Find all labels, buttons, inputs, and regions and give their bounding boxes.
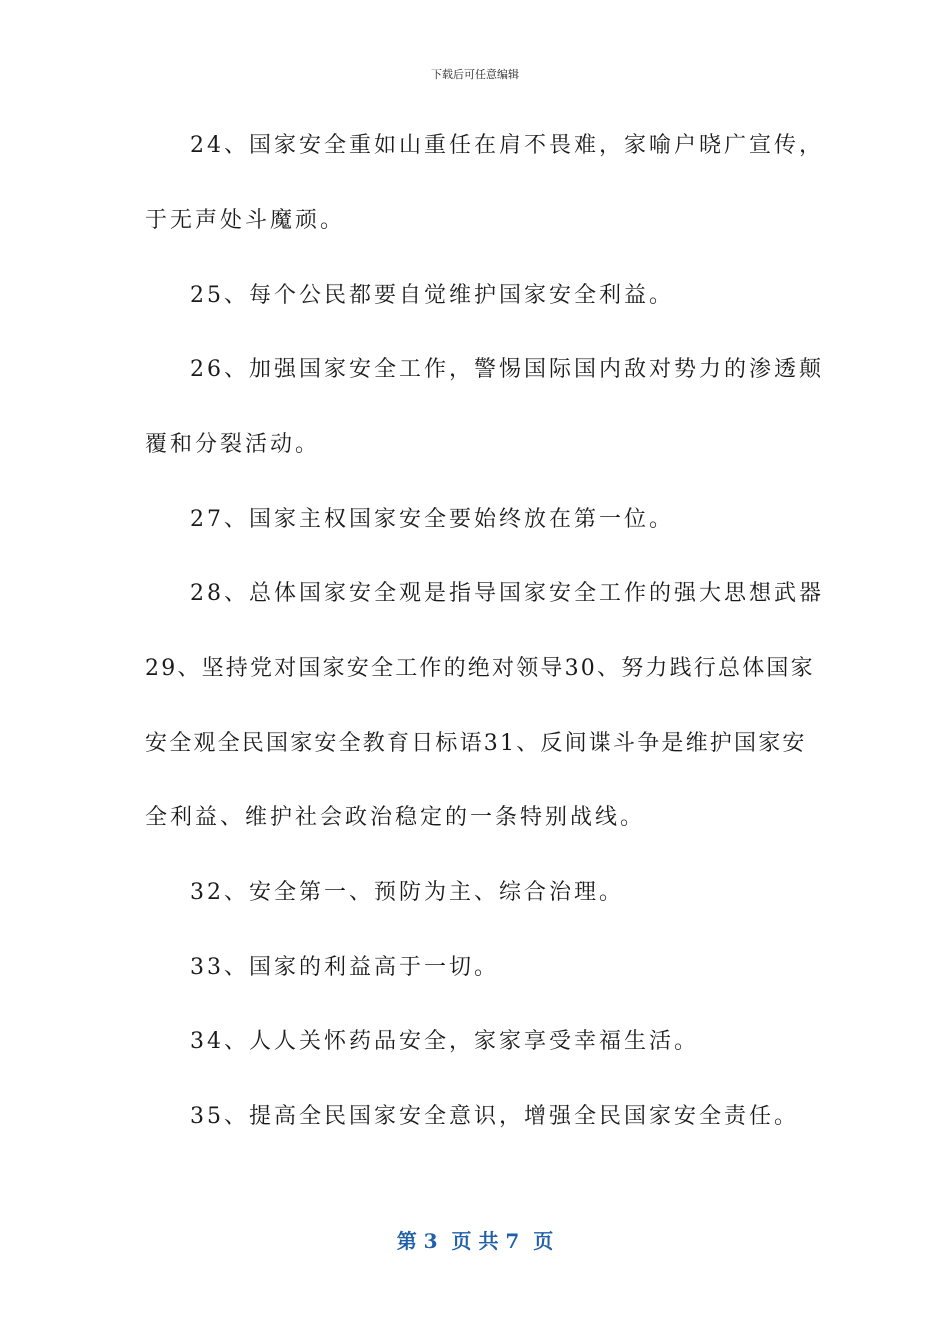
text-line: 26、加强国家安全工作，警惕国际国内敌对势力的渗透颠 [190, 357, 824, 382]
text-line: 33、国家的利益高于一切。 [190, 955, 499, 980]
text-line: 32、安全第一、预防为主、综合治理。 [190, 880, 624, 905]
text-line: 安全观全民国家安全教育日标语31、反间谍斗争是维护国家安 [145, 731, 807, 756]
page-footer: 第 3 页 共 7 页 [396, 1229, 554, 1253]
text-line: 覆和分裂活动。 [145, 432, 321, 457]
text-line: 29、坚持党对国家安全工作的绝对领导30、努力践行总体国家 [145, 656, 815, 681]
text-line: 27、国家主权国家安全要始终放在第一位。 [190, 507, 674, 532]
text-line: 34、人人关怀药品安全，家家享受幸福生活。 [190, 1029, 699, 1054]
text-line: 35、提高全民国家安全意识，增强全民国家安全责任。 [190, 1104, 799, 1129]
text-line: 24、国家安全重如山重任在肩不畏难，家喻户晓广宣传， [190, 133, 824, 158]
text-line: 于无声处斗魔顽。 [145, 208, 346, 233]
text-line: 28、总体国家安全观是指导国家安全工作的强大思想武器 [190, 581, 824, 606]
page-header: 下载后可任意编辑 [431, 68, 519, 81]
text-line: 25、每个公民都要自觉维护国家安全利益。 [190, 283, 674, 308]
text-line: 全利益、维护社会政治稳定的一条特别战线。 [145, 805, 646, 830]
